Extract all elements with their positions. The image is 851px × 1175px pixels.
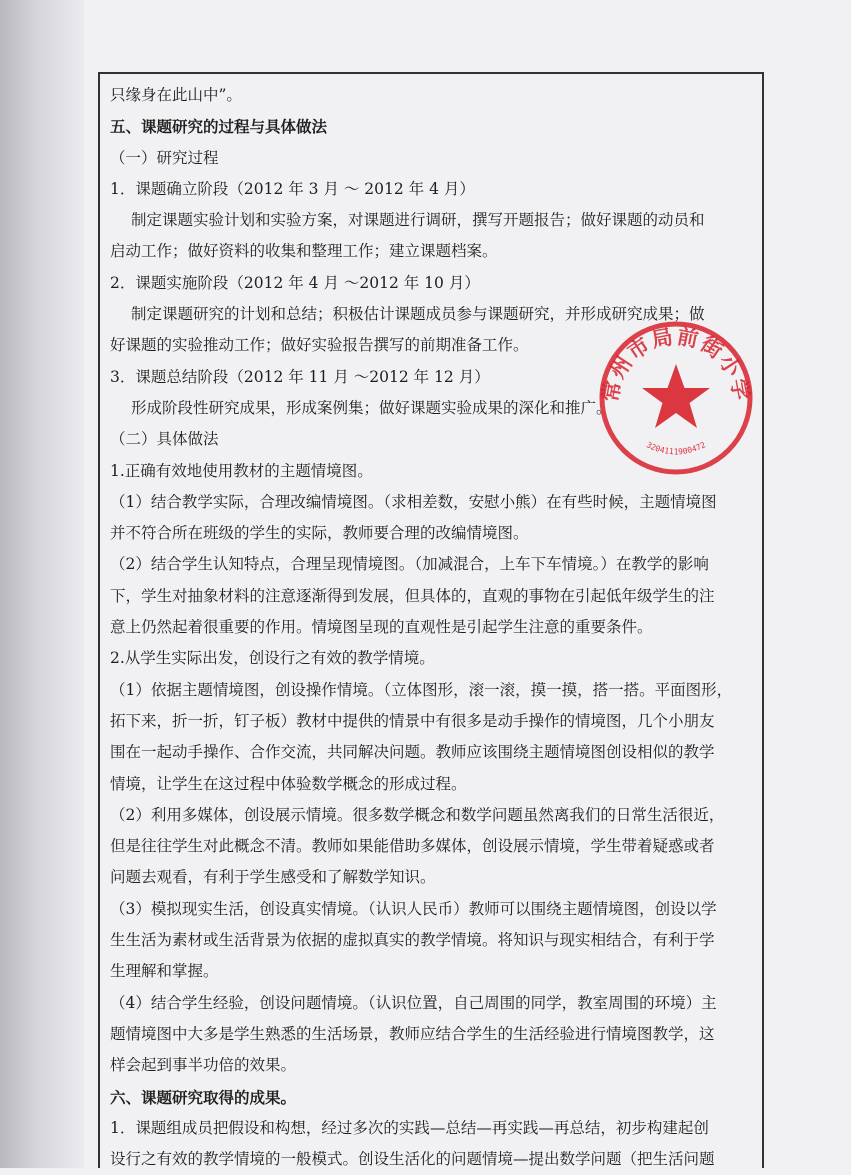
text-line: 设行之有效的教学情境的一般模式。创设生活化的问题情境—提出数学问题（把生活问题	[110, 1150, 715, 1169]
scan-binding-shadow	[0, 0, 84, 1168]
text-line: 拓下来，折一折，钉子板）教材中提供的情景中有很多是动手操作的情境图，几个小朋友	[110, 711, 715, 730]
star-icon	[642, 364, 710, 428]
text-line: 下，学生对抽象材料的注意逐渐得到发展，但具体的，直观的事物在引起低年级学生的注	[110, 586, 715, 605]
text-line: （1）依据主题情境图，创设操作情境。（立体图形，滚一滚，摸一摸，搭一搭。平面图形，	[110, 680, 733, 699]
text-line: 生理解和掌握。	[110, 962, 219, 981]
section-heading: 六、课题研究取得的成果。	[110, 1087, 297, 1107]
text-line: （4）结合学生经验，创设问题情境。（认识位置，自己周围的同学，教室周围的环境）主	[110, 993, 717, 1012]
text-line: 意上仍然起着很重要的作用。情境图呈现的直观性是引起学生注意的重要条件。	[110, 618, 653, 637]
official-seal	[596, 318, 756, 478]
text-line: 制定课题实验计划和实验方案，对课题进行调研，撰写开题报告；做好课题的动员和	[131, 211, 705, 230]
section-heading: 五、课题研究的过程与具体做法	[110, 117, 328, 137]
text-line: 情境，让学生在这过程中体验数学概念的形成过程。	[110, 774, 467, 793]
text-line: 样会起到事半功倍的效果。	[110, 1056, 297, 1075]
text-line: 启动工作；做好资料的收集和整理工作；建立课题档案。	[110, 242, 498, 261]
text-line: 题情境图中大多是学生熟悉的生活场景，教师应结合学生的生活经验进行情境图教学，这	[110, 1024, 715, 1043]
text-line: 1．课题组成员把假设和构想，经过多次的实践—总结—再实践—再总结，初步构建起创	[110, 1118, 709, 1137]
text-line: （2）结合学生认知特点，合理呈现情境图。（加减混合，上车下车情境。）在教学的影响	[110, 555, 709, 574]
text-line: 好课题的实验推动工作；做好实验报告撰写的前期准备工作。	[110, 336, 529, 355]
seal-name: 常州市局前街小学	[598, 324, 754, 404]
document-body	[110, 80, 755, 1175]
text-line: 形成阶段性研究成果，形成案例集；做好课题实验成果的深化和推广。	[131, 398, 612, 417]
stage-heading: 1．课题确立阶段（2012 年 3 月 ～ 2012 年 4 月）	[110, 179, 475, 198]
stage-heading: 2．课题实施阶段（2012 年 4 月 ～2012 年 10 月）	[110, 273, 480, 292]
stage-heading: 3．课题总结阶段（2012 年 11 月 ～2012 年 12 月）	[110, 367, 490, 386]
text-line: （3）模拟现实生活，创设真实情境。（认识人民币）教师可以围绕主题情境图，创设以学	[110, 899, 717, 918]
text-line: （1）结合教学实际，合理改编情境图。（求相差数，安慰小熊）在有些时候，主题情境图	[110, 492, 717, 511]
text-line: （2）利用多媒体，创设展示情境。很多数学概念和数学问题虽然离我们的日常生活很近，	[110, 805, 725, 824]
text-line: 并不符合所在班级的学生的实际，教师要合理的改编情境图。	[110, 524, 529, 543]
subsection-heading: （一）研究过程	[110, 148, 219, 167]
text-line: 围在一起动手操作、合作交流，共同解决问题。教师应该围绕主题情境图创设相似的教学	[110, 743, 715, 762]
text-line: 生生活为素材或生活背景为依据的虚拟真实的教学情境。将知识与现实相结合，有利于学	[110, 931, 715, 950]
item-heading: 1.正确有效地使用教材的主题情境图。	[110, 461, 373, 480]
svg-text:3204111900472	[645, 440, 707, 456]
text-line: 问题去观看，有利于学生感受和了解数学知识。	[110, 868, 436, 887]
item-heading: 2.从学生实际出发，创设行之有效的教学情境。	[110, 649, 435, 668]
text-line: 制定课题研究的计划和总结；积极估计课题成员参与课题研究，并形成研究成果；做	[131, 305, 705, 324]
subsection-heading: （二）具体做法	[110, 430, 219, 449]
text-line: 只缘身在此山中”。	[110, 86, 242, 104]
seal-serial: 3204111900472	[644, 440, 708, 457]
text-line: 但是往往学生对此概念不清。教师如果能借助多媒体，创设展示情境，学生带着疑惑或者	[110, 837, 715, 856]
